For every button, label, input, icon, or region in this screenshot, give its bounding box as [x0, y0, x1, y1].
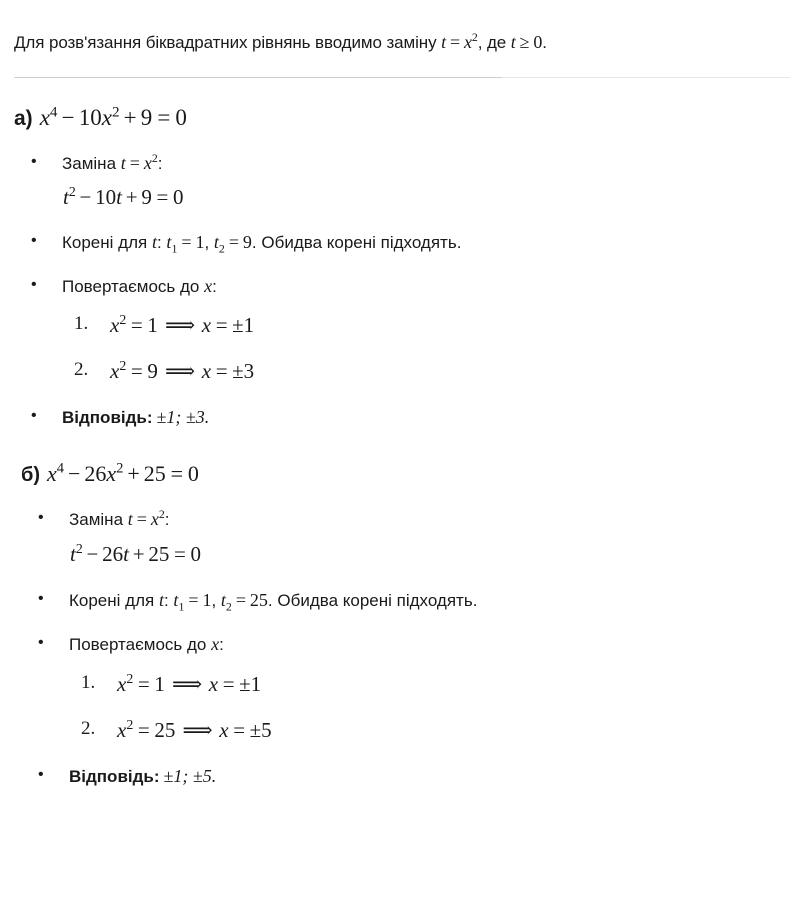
step-back-to-x [14, 275, 804, 386]
step-substitution [14, 152, 804, 212]
substitution-equation: $t^2 - 26t + 25 = 0$ [70, 540, 201, 566]
intro-line [0, 17, 804, 55]
implies-arrow-icon: ⟹ [164, 313, 195, 337]
answer-label: Відповідь: [62, 407, 153, 427]
roots-var: t [151, 232, 157, 253]
answer-value: ±1; ±3. [156, 406, 210, 427]
section-a [0, 78, 804, 429]
divider-right-segment [502, 77, 790, 78]
roots-var: t [158, 590, 164, 611]
sub-item-index: 2. [81, 718, 96, 740]
section-a-heading [14, 104, 804, 132]
section-a-steps [14, 152, 804, 429]
answer-label: Відповідь: [69, 767, 160, 787]
intro-condition: t ≥ 0 [510, 32, 543, 52]
section-b-steps [21, 508, 804, 788]
back-var: x [211, 634, 220, 655]
sub-item [62, 358, 804, 385]
sub-item-equation: $x^2 = 1$ ⟹ x = ±1 [110, 312, 255, 337]
section-b-label: б) [21, 463, 41, 486]
root-1: $t_1 = 1$ [166, 232, 205, 256]
sub-item-index: 1. [81, 671, 96, 693]
substitution-equation: $t^2 - 10t + 9 = 0$ [63, 183, 184, 209]
section-a-sub-list [62, 312, 804, 386]
divider-left-segment [14, 77, 502, 78]
section-b-heading [21, 461, 804, 487]
sub-item-index: 1. [74, 313, 89, 334]
section-a-equation: $x^4 - 10x^2 + 9 = 0$ [39, 103, 187, 130]
step-substitution [21, 508, 804, 568]
divider [14, 77, 790, 78]
root-2: $t_2 = 25$ [220, 590, 268, 614]
sub-item [69, 671, 804, 698]
step-roots [21, 589, 804, 612]
implies-arrow-icon: ⟹ [164, 359, 195, 384]
step-roots [14, 231, 804, 254]
step-roots-text: Корені для t: $t_1 = 1$, $t_2 = 9$. Обидва корені підходять. [62, 232, 462, 256]
step-roots-text: Корені для t: $t_1 = 1$, $t_2 = 25$. Обидва корені підходять. [69, 590, 478, 614]
sub-item-index: 2. [74, 359, 89, 381]
sub-item [62, 312, 804, 339]
substitution-inline: $t = x^2$ [120, 150, 158, 173]
intro-text-before: Для розв'язання біквадратних рівнянь вводимо заміну [14, 33, 437, 52]
step-back-text: Повертаємось до x: [69, 634, 224, 655]
answer-text [69, 767, 216, 786]
step-answer [14, 406, 804, 429]
sub-item-equation: $x^2 = 9$ ⟹ x = ±3 [110, 358, 255, 384]
step-back-text: Повертаємось до x: [62, 275, 217, 296]
back-var: x [204, 275, 213, 296]
step-substitution-text: Заміна $t = x^2$: [62, 150, 163, 173]
intro-substitution: $t = x^2$ [441, 30, 478, 52]
sub-item [69, 717, 804, 744]
implies-arrow-icon: ⟹ [182, 718, 213, 743]
section-a-label: а) [14, 106, 33, 130]
section-b-equation: $x^4 - 26x^2 + 25 = 0$ [47, 460, 199, 486]
section-b [0, 429, 804, 789]
substitution-inline: $t = x^2$ [127, 507, 165, 530]
step-back-to-x [21, 633, 804, 744]
step-substitution-text: Заміна $t = x^2$: [69, 507, 170, 530]
substitution-equation-line [69, 541, 804, 568]
implies-arrow-icon: ⟹ [171, 671, 202, 696]
answer-value: ±1; ±5. [163, 766, 217, 787]
section-b-sub-list [69, 671, 804, 745]
sub-item-equation: $x^2 = 25$ ⟹ x = ±5 [117, 717, 272, 743]
root-2: $t_2 = 9$ [213, 232, 252, 256]
step-answer [21, 765, 804, 788]
root-1: $t_1 = 1$ [173, 590, 212, 614]
sub-item-equation: $x^2 = 1$ ⟹ x = ±1 [117, 670, 262, 696]
answer-text [62, 408, 209, 427]
intro-text-after: . [542, 33, 547, 52]
intro-text-middle: , де [477, 33, 507, 52]
substitution-equation-line [62, 184, 804, 211]
